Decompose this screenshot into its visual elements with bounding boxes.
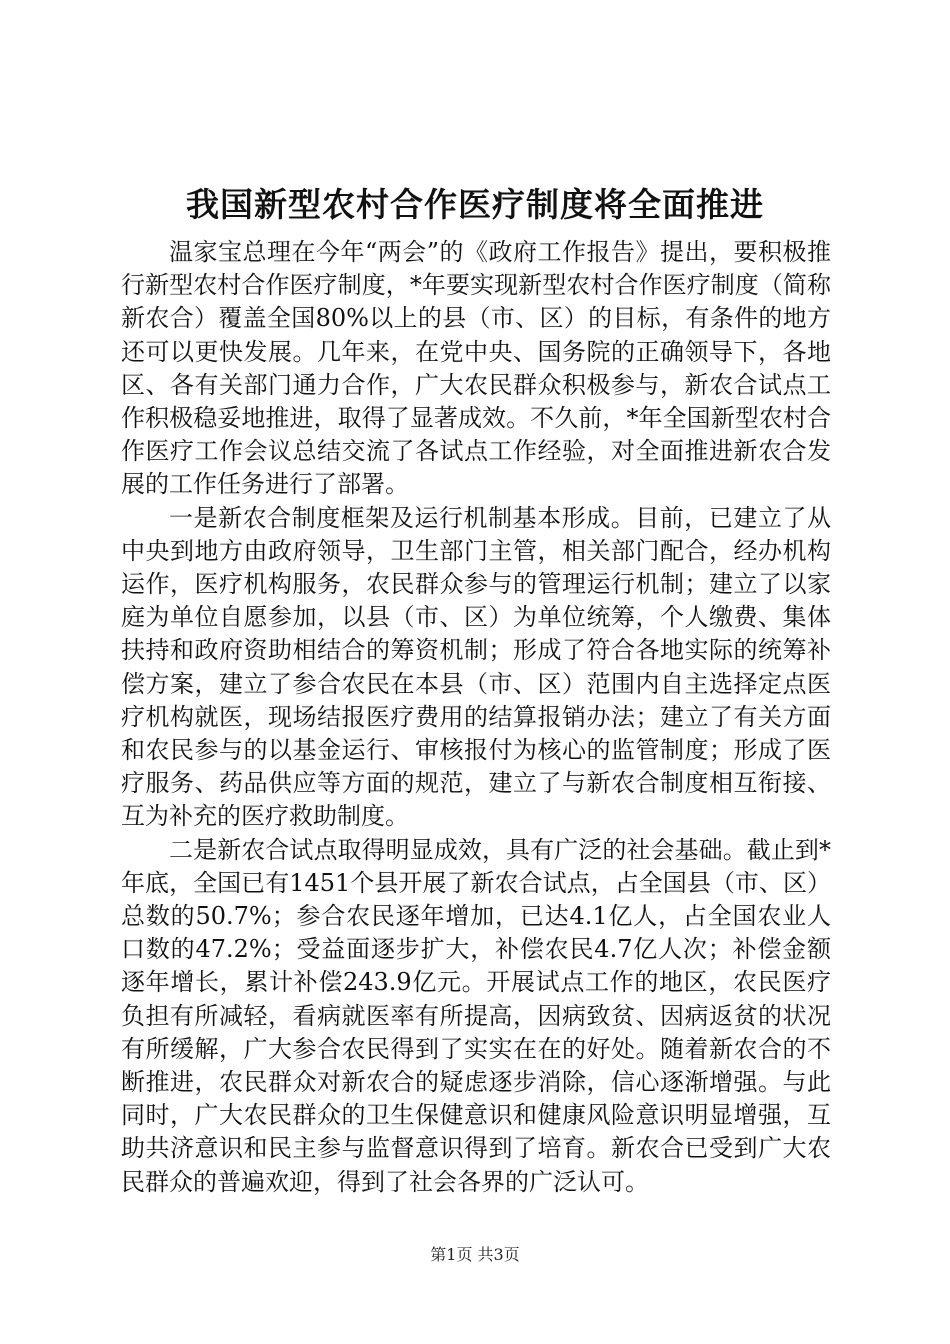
paragraph-framework: 一是新农合制度框架及运行机制基本形成。目前，已建立了从中央到地方由政府领导，卫生部门主管，相关部门配合，经办机构运作，医疗机构服务，农民群众参与的管理运行机制；建立了以家庭为单位自愿参加，以县（市、区）为单位统筹，个人缴费、集体扶持和政府资助相结合的筹资机制；形成了符合各地实际的统筹补偿方案，建立了参合农民在本县（市、区）范围内自主选择定点医疗机构就医，现场结报医疗费用的结算报销办法；建立了有关方面和农民参与的以基金运行、审核报付为核心的监管制度；形成了医疗服务、药品供应等方面的规范，建立了与新农合制度相互衔接、互为补充的医疗救助制度。 [121,503,831,831]
page-footer: 第1页 共3页 [430,1245,520,1264]
document-title: 我国新型农村合作医疗制度将全面推进 [186,185,764,224]
paragraph-intro: 温家宝总理在今年“两会”的《政府工作报告》提出，要积极推行新型农村合作医疗制度，*年要实现新型农村合作医疗制度（简称新农合）覆盖全国80%以上的县（市、区）的目标，有条件的地方还可以更快发展。几年来，在党中央、国务院的正确领导下，各地区、各有关部门通力合作，广大农民群众积极参与，新农合试点工作积极稳妥地推进，取得了显著成效。不久前，*年全国新型农村合作医疗工作会议总结交流了各试点工作经验，对全面推进新农合发展的工作任务进行了部署。 [121,238,831,499]
document-body [121,236,831,1199]
paragraph-results: 二是新农合试点取得明显成效，具有广泛的社会基础。截止到*年底，全国已有1451个县开展了新农合试点，占全国县（市、区）总数的50.7%；参合农民逐年增加，已达4.1亿人，占全国农业人口数的47.2%；受益面逐步扩大，补偿农民4.7亿人次；补偿金额逐年增长，累计补偿243.9亿元。开展试点工作的地区，农民医疗负担有所减轻，看病就医率有所提高，因病致贫、因病返贫的状况有所缓解，广大参合农民得到了实实在在的好处。随着新农合的不断推进，农民群众对新农合的疑虑逐步消除，信心逐渐增强。与此同时，广大农民群众的卫生保健意识和健康风险意识明显增强，互助共济意识和民主参与监督意识得到了培育。新农合已受到广大农民群众的普遍欢迎，得到了社会各界的广泛认可。 [121,835,831,1196]
